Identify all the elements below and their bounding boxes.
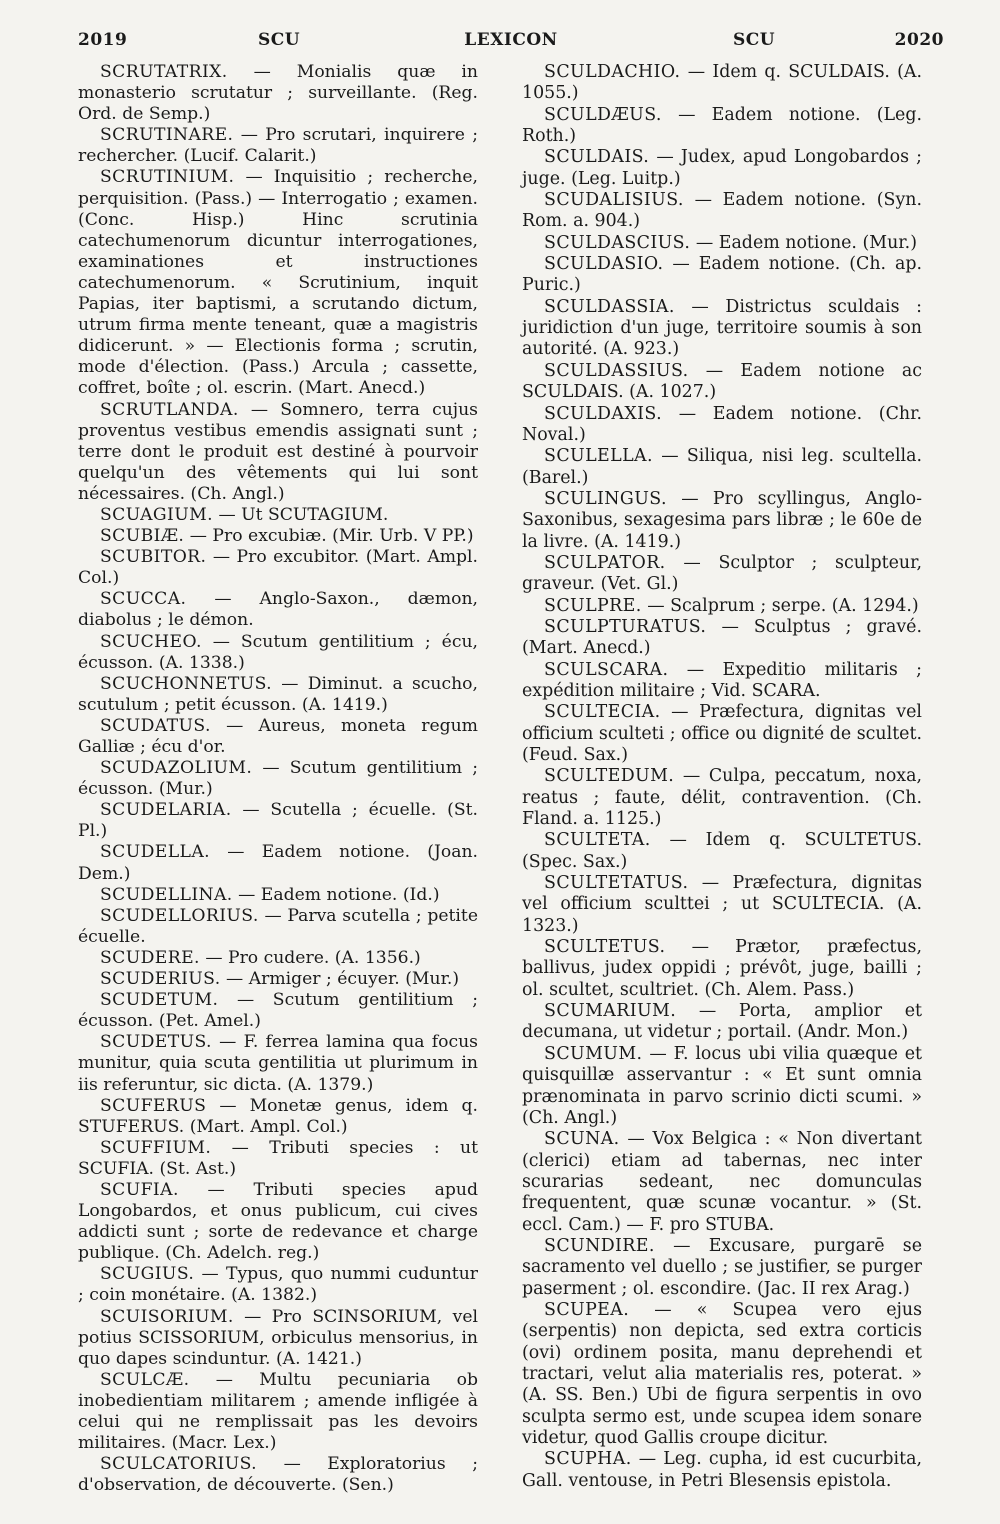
- entry-headword: SCULTETUS.: [544, 937, 666, 958]
- entry-headword: SCULDÆUS.: [544, 104, 662, 125]
- entry-definition: — Parva scutella ; petite écuelle.: [78, 905, 478, 947]
- entry-headword: SCUDAZOLIUM.: [100, 758, 253, 779]
- lexicon-entry: [78, 674, 478, 716]
- lexicon-entry: [522, 489, 922, 553]
- lexicon-entry: [522, 830, 922, 873]
- lexicon-entry: [78, 505, 478, 526]
- entry-definition: — Eadem notione. (Leg. Roth.): [522, 104, 923, 147]
- entry-definition: — Vox Belgica : « Non divertant (clerici) etiam ad tabernas, nec inter scurarias sedeant, nec domunculas frequentent, quæ scunæ vocantur. » (St. eccl. Cam.) — F. pro STUBA.: [522, 1129, 923, 1235]
- entry-headword: SCUMUM.: [544, 1043, 643, 1064]
- lexicon-entry: [522, 937, 922, 1001]
- entry-definition: — Judex, apud Longobardos ; juge. (Leg. Luitp.): [522, 147, 922, 189]
- entry-definition: — Typus, quo nummi cuduntur ; coin monétaire. (A. 1382.): [78, 1264, 478, 1306]
- lexicon-entry: [78, 1307, 478, 1370]
- entry-definition: — Porta, amplior et decumana, ut videtur ; portail. (Andr. Mon.): [522, 1001, 922, 1043]
- entry-definition: — Præfectura, dignitas vel officium sculttei ; ut SCULTECIA. (A. 1323.): [522, 873, 922, 936]
- lexicon-entry: [78, 990, 478, 1032]
- entry-headword: SCULTETA.: [544, 830, 651, 851]
- right-column: [522, 62, 922, 1492]
- lexicon-entry: [522, 766, 922, 830]
- entry-definition: — Scutella ; écuelle. (St. Pl.): [78, 800, 478, 842]
- entry-definition: — Eadem notione. (Syn. Rom. a. 904.): [522, 190, 922, 232]
- entry-definition: — Pro excubiæ. (Mir. Urb. V PP.): [189, 526, 474, 547]
- entry-headword: SCULDASSIUS.: [544, 360, 689, 381]
- entry-headword: SCUNDIRE.: [544, 1235, 655, 1256]
- entry-headword: SCUBITOR.: [100, 547, 207, 568]
- entry-definition: — Pro SCINSORIUM, vel potius SCISSORIUM, orbiculus mensorius, in quo dapes scinduntur. (A. 1421.): [78, 1306, 479, 1369]
- entry-definition: — Tributi species : ut SCUFIA. (St. Ast.): [78, 1137, 478, 1179]
- entry-definition: — Districtus sculdais : juridiction d'un juge, territoire soumis à son autorité. (A. 923.): [522, 296, 922, 360]
- entry-definition: — Eadem notione ac SCULDAIS. (A. 1027.): [522, 360, 922, 403]
- entry-headword: SCULTECIA.: [544, 702, 661, 723]
- lexicon-entry: [78, 1454, 478, 1496]
- lexicon-entry: [78, 948, 478, 969]
- entry-definition: — Sculptus ; gravé. (Mart. Anecd.): [522, 616, 922, 659]
- entry-headword: SCULSCARA.: [544, 659, 669, 680]
- lexicon-entry: [78, 1370, 478, 1454]
- entry-headword: SCULPATOR.: [544, 552, 666, 573]
- lexicon-entry: [522, 62, 922, 105]
- entry-headword: SCUNA.: [544, 1129, 620, 1150]
- entry-definition: — Excusare, purgarē se sacramento vel duello ; se justifier, se purger paserment ; ol. escondire. (Jac. II rex Arag.): [522, 1235, 923, 1299]
- entry-definition: — Leg. cupha, id est cucurbita, Gall. ventouse, in Petri Blesensis epistola.: [522, 1449, 922, 1491]
- left-column: [78, 62, 478, 1496]
- entry-headword: SCULDACHIO.: [544, 62, 681, 82]
- entry-headword: SCULCATORIUS.: [100, 1454, 258, 1475]
- entry-definition: — Pro scrutari, inquirere ; rechercher. (Lucif. Calarit.): [78, 125, 479, 167]
- lexicon-entry: [78, 167, 478, 399]
- entry-definition: — Armiger ; écuyer. (Mur.): [226, 969, 460, 990]
- entry-headword: SCUDATUS.: [100, 715, 211, 736]
- entry-headword: SCUCHEO.: [100, 631, 202, 652]
- lexicon-entry: [522, 596, 922, 617]
- entry-headword: SCUGIUS.: [100, 1264, 195, 1285]
- lexicon-entry: [78, 885, 478, 906]
- lexicon-entry: [78, 62, 478, 125]
- entry-headword: SCULTEDUM.: [544, 766, 675, 787]
- lexicon-entry: [78, 716, 478, 758]
- entry-definition: — Exploratorius ; d'observation, de découverte. (Sen.): [78, 1454, 479, 1496]
- lexicon-entry: [78, 969, 478, 990]
- lexicon-entry: [522, 254, 922, 297]
- entry-definition: — Pro cudere. (A. 1356.): [205, 947, 421, 968]
- entry-headword: SCULPTURATUS.: [544, 616, 707, 637]
- entry-headword: SCULDASIO.: [544, 254, 664, 275]
- entry-headword: SCULTETATUS.: [544, 873, 689, 894]
- entry-headword: SCUDALISIUS.: [544, 190, 684, 211]
- center-running-head: LEXICON: [464, 30, 558, 50]
- entry-headword: SCUAGIUM.: [100, 504, 213, 525]
- entry-definition: — Tributi species apud Longobardos, et onus publicum, cui cives addicti sunt ; sorte de redevance et charge publique. (Ch. Adelch. reg.): [78, 1179, 478, 1264]
- entry-headword: SCULCÆ.: [100, 1369, 190, 1390]
- entry-definition: — F. ferrea lamina qua focus munitur, quia scuta gentilitia ut plurimum in iis referuntur, sic dicta. (A. 1379.): [78, 1032, 478, 1095]
- entry-definition: — Eadem notione. (Joan. Dem.): [78, 842, 478, 884]
- entry-definition: — Eadem notione. (Ch. ap. Puric.): [522, 254, 922, 296]
- entry-headword: SCUISORIUM.: [100, 1306, 234, 1327]
- entry-headword: SCUDELLA.: [100, 842, 211, 863]
- entry-headword: SCUFFIUM.: [100, 1137, 212, 1158]
- lexicon-entry: [78, 1138, 478, 1180]
- lexicon-entry: [522, 446, 922, 489]
- lexicon-entry: [522, 190, 922, 233]
- lexicon-entry: [522, 105, 922, 148]
- right-running-head: SCU: [733, 30, 776, 50]
- left-running-head: SCU: [258, 30, 301, 50]
- entry-definition: — Diminut. a scucho, scutulum ; petit écusson. (A. 1419.): [78, 673, 478, 715]
- entry-definition: — Idem q. SCULTETUS. (Spec. Sax.): [522, 830, 923, 872]
- entry-headword: SCUDELARIA.: [100, 800, 232, 821]
- lexicon-entry: [522, 147, 922, 190]
- lexicon-entry: [522, 233, 922, 254]
- entry-headword: SCUFERUS: [100, 1095, 207, 1116]
- entry-headword: SCUPEA.: [544, 1299, 630, 1320]
- entry-definition: — Scutum gentilitium ; écusson. (Pet. Amel.): [78, 990, 478, 1032]
- lexicon-entry: [522, 1044, 922, 1129]
- entry-headword: SCRUTLANDA.: [100, 399, 239, 420]
- lexicon-entry: [522, 553, 922, 596]
- entry-definition: — Anglo-Saxon., dæmon, diabolus ; le démon.: [78, 589, 478, 631]
- entry-definition: — Pro scyllingus, Anglo-Saxonibus, sexagesima pars libræ ; le 60e de la livre. (A. 1419.): [522, 488, 923, 552]
- right-page-number: 2020: [894, 30, 944, 50]
- entry-definition: — Monialis quæ in monasterio scrutatur ; surveillante. (Reg. Ord. de Semp.): [78, 62, 478, 125]
- entry-headword: SCUDERIUS.: [100, 969, 221, 990]
- lexicon-entry: [522, 617, 922, 660]
- entry-headword: SCUCHONNETUS.: [100, 673, 273, 694]
- lexicon-entry: [78, 1096, 478, 1138]
- entry-headword: SCRUTINIUM.: [100, 167, 235, 188]
- entry-headword: SCULELLA.: [544, 446, 653, 467]
- lexicon-entry: [522, 1300, 922, 1449]
- lexicon-entry: [522, 660, 922, 703]
- entry-headword: SCRUTINARE.: [100, 125, 234, 146]
- lexicon-entry: [78, 1264, 478, 1306]
- entry-headword: SCUPHA.: [544, 1449, 632, 1470]
- entry-definition: — Multu pecuniaria ob inobedientiam militarem ; amende infligée à celui qui ne remplissait pas les devoirs militaires. (Macr. Lex.): [78, 1369, 478, 1454]
- lexicon-entry: [78, 842, 478, 884]
- entry-definition: — « Scupea vero ejus (serpentis) non depicta, sed extra corticis (ovi) ordinem posita, manu deprehendi et tractari, velut alia materialis res, poterat. » (A. SS. Ben.) Ubi de figura serpentis in ovo sculpta sermo est, unde scupea idem sonare videtur, quod Gallis croupe dicitur.: [522, 1299, 922, 1448]
- entry-headword: SCUCCA.: [100, 589, 187, 610]
- entry-definition: — Eadem notione. (Mur.): [695, 232, 917, 253]
- lexicon-entry: [78, 526, 478, 547]
- lexicon-entry: [522, 1001, 922, 1044]
- entry-headword: SCUDELLINA.: [100, 884, 233, 905]
- page-header: [78, 30, 944, 58]
- entry-headword: SCULDASSIA.: [544, 296, 675, 317]
- entry-definition: — Pro excubitor. (Mart. Ampl. Col.): [78, 547, 478, 589]
- entry-definition: — Ut SCUTAGIUM.: [218, 504, 389, 525]
- entry-headword: SCULDASCIUS.: [544, 232, 691, 253]
- entry-definition: — Expeditio militaris ; expédition militaire ; Vid. SCARA.: [522, 659, 923, 701]
- entry-headword: SCUDETUM.: [100, 990, 219, 1011]
- entry-headword: SCUMARIUM.: [544, 1001, 677, 1022]
- lexicon-entry: [78, 1032, 478, 1095]
- lexicon-entry: [522, 1449, 922, 1492]
- entry-definition: — Prætor, præfectus, ballivus, judex oppidi ; prévôt, juge, bailli ; ol. scultet, scultriet. (Ch. Alem. Pass.): [522, 937, 922, 1000]
- entry-headword: SCUDETUS.: [100, 1032, 212, 1053]
- lexicon-entry: [522, 404, 922, 447]
- entry-definition: — Eadem notione. (Id.): [238, 884, 440, 905]
- lexicon-entry: [78, 906, 478, 948]
- lexicon-entry: [78, 1180, 478, 1264]
- lexicon-entry: [522, 873, 922, 937]
- lexicon-entry: [78, 800, 478, 842]
- lexicon-entry: [78, 547, 478, 589]
- lexicon-entry: [522, 1236, 922, 1300]
- entry-headword: SCUDERE.: [100, 947, 200, 968]
- entry-headword: SCULINGUS.: [544, 488, 667, 509]
- lexicon-entry: [78, 632, 478, 674]
- entry-headword: SCULPRE.: [544, 595, 642, 616]
- entry-headword: SCULDAIS.: [544, 147, 650, 168]
- lexicon-entry: [522, 361, 922, 404]
- lexicon-entry: [78, 400, 478, 505]
- lexicon-entry: [78, 589, 478, 631]
- entry-definition: — Monetæ genus, idem q. STUFERUS. (Mart. Ampl. Col.): [78, 1095, 478, 1137]
- entry-headword: SCRUTATRIX.: [100, 62, 228, 82]
- entry-headword: SCUFIA.: [100, 1179, 179, 1200]
- entry-definition: — Scutum gentilitium ; écu, écusson. (A. 1338.): [78, 631, 478, 673]
- entry-definition: — Sculptor ; sculpteur, graveur. (Vet. Gl.): [522, 552, 923, 595]
- entry-headword: SCUBIÆ.: [100, 526, 185, 547]
- lexicon-entry: [78, 125, 478, 167]
- entry-headword: SCUDELLORIUS.: [100, 905, 259, 926]
- entry-definition: — F. locus ubi vilia quæque et quisquillæ asservantur : « Et sunt omnia prænominata in parvo scrinio dicti scumi. » (Ch. Angl.): [522, 1043, 922, 1128]
- entry-definition: — Culpa, peccatum, noxa, reatus ; faute, délit, contravention. (Ch. Fland. a. 1125.): [522, 766, 922, 830]
- lexicon-entry: [522, 1129, 922, 1236]
- entry-definition: — Scalprum ; serpe. (A. 1294.): [647, 595, 919, 616]
- lexicon-entry: [78, 758, 478, 800]
- entry-definition: — Siliqua, nisi leg. scultella. (Barel.): [522, 446, 922, 488]
- entry-definition: — Præfectura, dignitas vel officium sculteti ; office ou dignité de scultet. (Feud. Sax.): [522, 702, 922, 765]
- lexicon-entry: [522, 702, 922, 766]
- left-page-number: 2019: [78, 30, 128, 50]
- entry-definition: — Inquisitio ; recherche, perquisition. (Pass.) — Interrogatio ; examen. (Conc. Hisp.) Hinc scrutinia catechumenorum dicuntur interrogationes, examinationes et instructiones catechumenorum. « Scrutinium, inquit Papias, iter baptismi, a scrutando dictum, utrum firma mente teneant, quæ a magistris didicerunt. » — Electionis forma ; scrutin, mode d'élection. (Pass.) Arcula ; cassette, coffret, boîte ; ol. escrin. (Mart. Anecd.): [78, 167, 479, 399]
- entry-definition: — Somnero, terra cujus proventus vestibus emendis assignati sunt ; terre dont le produit est destiné à pourvoir quelqu'un des vêtements qui lui sont nécessaires. (Ch. Angl.): [78, 399, 478, 504]
- entry-headword: SCULDAXIS.: [544, 403, 662, 424]
- entry-definition: — Aureus, moneta regum Galliæ ; écu d'or.: [78, 715, 478, 757]
- lexicon-entry: [522, 297, 922, 361]
- entry-definition: — Eadem notione. (Chr. Noval.): [522, 403, 923, 445]
- entry-definition: — Scutum gentilitium ; écusson. (Mur.): [78, 758, 478, 800]
- entry-definition: — Idem q. SCULDAIS. (A. 1055.): [522, 62, 922, 104]
